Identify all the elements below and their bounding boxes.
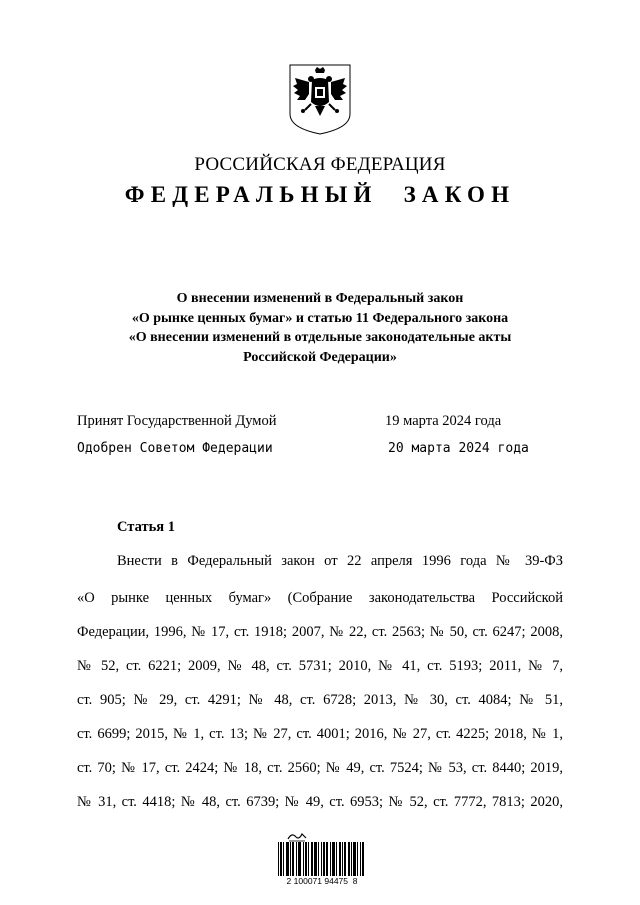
law-title-line: «О рынке ценных бумаг» и статью 11 Федерального закона: [131, 310, 509, 326]
approved-date: 20 марта 2024 года: [388, 441, 529, 456]
country-name: РОССИЙСКАЯ ФЕДЕРАЦИЯ: [194, 154, 446, 175]
barcode-mark-icon: [286, 830, 308, 842]
article-text-line: ст. 6699; 2015, № 1, ст. 13; № 27, ст. 4001; 2016, № 27, ст. 4225; 2018, № 1,: [77, 726, 563, 742]
law-title-line: «О внесении изменений в отдельные законодательные акты: [128, 330, 512, 345]
article-text-line: ст. 70; № 17, ст. 2424; № 18, ст. 2560; № 49, ст. 7524; № 53, ст. 8440; 2019,: [77, 760, 563, 776]
article-text-line: Федерации, 1996, № 17, ст. 1918; 2007, № 22, ст. 2563; № 50, ст. 6247; 2008,: [77, 624, 563, 640]
article-heading: Статья 1: [117, 519, 175, 535]
law-title-line: Российской Федерации»: [243, 349, 397, 365]
article-text-line: «О рынке ценных бумаг» (Собрание законодательства Российской: [77, 590, 563, 606]
article-text-line: № 52, ст. 6221; 2009, № 48, ст. 5731; 2010, № 41, ст. 5193; 2011, № 7,: [77, 658, 563, 674]
law-title-line: О внесении изменений в Федеральный закон: [176, 291, 464, 306]
document-type: ФЕДЕРАЛЬНЫЙ ЗАКОН: [124, 182, 516, 207]
article-text-line: ст. 905; № 29, ст. 4291; № 48, ст. 6728; 2013, № 30, ст. 4084; № 51,: [77, 692, 563, 708]
coat-of-arms-icon: [287, 62, 353, 136]
article-text-line: Внести в Федеральный закон от 22 апреля 1996 года № 39-ФЗ: [117, 553, 563, 569]
barcode-icon: [278, 842, 364, 876]
article-text-line: № 31, ст. 4418; № 48, ст. 6739; № 49, ст. 6953; № 52, ст. 7772, 7813; 2020,: [77, 794, 563, 810]
barcode-number: 2 100071 94475 8: [286, 876, 358, 886]
adopted-date: 19 марта 2024 года: [385, 413, 502, 429]
law-title: [0, 289, 640, 367]
adopted-label: Принят Государственной Думой: [77, 413, 277, 429]
approved-label: Одобрен Советом Федерации: [77, 441, 273, 456]
